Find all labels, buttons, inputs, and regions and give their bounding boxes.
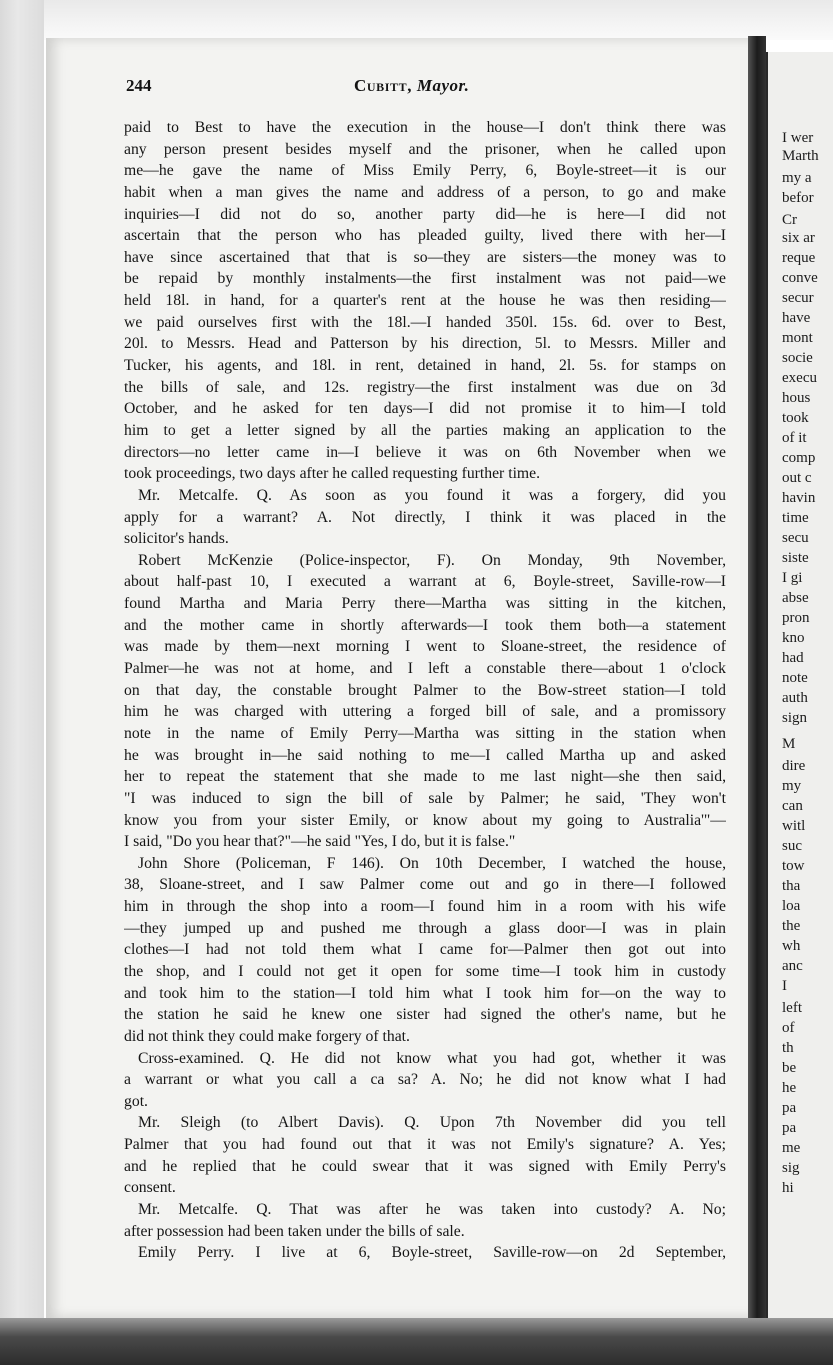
adjacent-page-line: hous — [782, 390, 811, 406]
text-line: Robert McKenzie (Police-inspector, F). On Monday, 9th November, — [138, 551, 726, 569]
adjacent-page-line: my — [782, 778, 802, 794]
adjacent-page-line: the — [782, 918, 801, 934]
adjacent-page-line: anc — [782, 958, 803, 974]
adjacent-page-line: had — [782, 650, 804, 666]
adjacent-page-line: kno — [782, 630, 805, 646]
text-line: I said, "Do you hear that?"—he said "Yes, I do, but it is false." — [124, 833, 516, 851]
adjacent-page-line: pa — [782, 1100, 797, 1116]
text-line: Palmer that you had found out that it was not Emily's signature? A. Yes; — [124, 1136, 726, 1154]
page-body-text — [124, 117, 726, 1264]
adjacent-page-line: conve — [782, 270, 818, 286]
adjacent-page-line: tha — [782, 878, 801, 894]
text-line: a warrant or what you call a ca sa? A. No; he did not know what I had — [124, 1071, 726, 1089]
text-line: be repaid by monthly instalments—the first instalment was not paid—we — [124, 270, 726, 288]
text-line: Cross-examined. Q. He did not know what you had got, whether it was — [138, 1049, 726, 1067]
text-line: paid to Best to have the execution in the house—I don't think there was — [124, 119, 726, 136]
adjacent-page-line: I gi — [782, 570, 803, 586]
text-line: was made by them—next morning I went to Sloane-street, the residence of — [124, 638, 726, 656]
text-line: Palmer—he was not at home, and I left a constable there—about 1 o'clock — [124, 660, 726, 678]
text-line: after possession had been taken under the bills of sale. — [124, 1222, 465, 1240]
adjacent-page-line: dire — [782, 758, 806, 774]
text-line: John Shore (Policeman, F 146). On 10th December, I watched the house, — [138, 854, 726, 872]
adjacent-page-line: of — [782, 1020, 795, 1036]
text-line: 20l. to Messrs. Head and Patterson by his direction, 5l. to Messrs. Miller and — [124, 335, 726, 353]
adjacent-page-line: can — [782, 798, 803, 814]
adjacent-page-line: suc — [782, 838, 802, 854]
adjacent-page-line: I — [782, 978, 787, 994]
text-line: habit when a man gives the name and address of a person, to go and make — [124, 183, 726, 201]
adjacent-page-line: secur — [782, 290, 814, 306]
text-line: her to repeat the statement that she made to me last night—she then said, — [124, 768, 726, 786]
adjacent-page-line: me — [782, 1140, 801, 1156]
text-line: Mr. Sleigh (to Albert Davis). Q. Upon 7th November did you tell — [138, 1114, 726, 1132]
text-line: him in through the shop into a room—I found him in a room with his wife — [124, 898, 726, 916]
adjacent-page-line: socie — [782, 350, 813, 366]
adjacent-page-line: auth — [782, 690, 808, 706]
scan-binding-edge — [0, 0, 44, 1365]
text-line: the shop, and I could not get it open for some time—I took him in custody — [124, 962, 726, 980]
text-line: have since ascertained that that is so—they are sisters—the money was to — [124, 248, 726, 266]
text-line: clothes—I had not told them what I came for—Palmer then got out into — [124, 941, 726, 959]
adjacent-page-line: took — [782, 410, 809, 426]
adjacent-page-line: out c — [782, 470, 812, 486]
adjacent-page-line: time — [782, 510, 809, 526]
adjacent-page-line: secu — [782, 530, 809, 546]
text-line: about half-past 10, I executed a warrant at 6, Boyle-street, Saville-row—I — [124, 573, 726, 591]
text-line: took proceedings, two days after he called requesting further time. — [124, 465, 541, 483]
text-line: Mr. Metcalfe. Q. That was after he was taken into custody? A. No; — [138, 1201, 726, 1219]
adjacent-page-line: my a — [782, 170, 812, 186]
text-line: note in the name of Emily Perry—Martha was sitting in the station when — [124, 724, 726, 742]
text-line: October, and he asked for ten days—I did not promise it to him—I told — [124, 400, 726, 418]
text-line: —they jumped up and pushed me through a glass door—I was in plain — [124, 919, 726, 937]
text-line: and the mother came in shortly afterwards—I took them both—a statement — [124, 616, 726, 634]
text-line: know you from your sister Emily, or know about my going to Australia'"— — [124, 811, 726, 829]
text-line: "I was induced to sign the bill of sale by Palmer; he said, 'They won't — [124, 789, 726, 807]
text-line: him to get a letter signed by all the parties making an application to the — [124, 421, 726, 439]
text-line: 38, Sloane-street, and I saw Palmer come out and go in there—I followed — [124, 876, 726, 894]
adjacent-page-line: he — [782, 1080, 797, 1096]
running-head-title: Mayor. — [416, 76, 470, 95]
text-line: apply for a warrant? A. Not directly, I think it was placed in the — [124, 508, 726, 526]
adjacent-page-line: pron — [782, 610, 810, 626]
text-line: on that day, the constable brought Palmer to the Bow-street station—I told — [124, 681, 726, 699]
adjacent-page-fragment — [766, 52, 833, 1320]
scan-bottom-margin — [0, 1318, 833, 1365]
text-line: any person present besides myself and the prisoner, when he called upon — [124, 140, 726, 158]
running-head-name: Cubitt, — [354, 76, 413, 95]
text-line: consent. — [124, 1179, 176, 1197]
text-line: Mr. Metcalfe. Q. As soon as you found it was a forgery, did you — [138, 486, 726, 504]
adjacent-page-line: siste — [782, 550, 809, 566]
text-line: found Martha and Maria Perry there—Martha was sitting in the kitchen, — [124, 595, 726, 613]
running-head — [354, 76, 469, 96]
adjacent-page-line: wh — [782, 938, 801, 954]
adjacent-page-line: hi — [782, 1180, 794, 1196]
scan-top-margin — [0, 0, 833, 40]
text-line: he was brought in—he said nothing to me—I called Martha up and asked — [124, 746, 726, 764]
text-line: solicitor's hands. — [124, 530, 229, 548]
text-line: directors—no letter came in—I believe it was on 6th November when we — [124, 443, 726, 461]
page-number: 244 — [126, 76, 152, 95]
adjacent-page-line: Marth — [782, 148, 819, 164]
adjacent-page-line: execu — [782, 370, 817, 386]
text-line: and took him to the station—I told him what I took him for—on the way to — [124, 984, 726, 1002]
text-line: the bills of sale, and 12s. registry—the first instalment was due on 3d — [124, 378, 726, 396]
text-line: we paid ourselves first with the 18l.—I handed 350l. 15s. 6d. over to Best, — [124, 313, 726, 331]
adjacent-page-line: mont — [782, 330, 813, 346]
page-gutter-shadow — [748, 36, 766, 1321]
adjacent-page-line: th — [782, 1040, 794, 1056]
adjacent-page-line: be — [782, 1060, 797, 1076]
adjacent-page-line: reque — [782, 250, 816, 266]
text-line: the station he said he knew one sister had signed the other's name, but he — [124, 1006, 726, 1024]
adjacent-page-line: sig — [782, 1160, 800, 1176]
adjacent-page-line: abse — [782, 590, 809, 606]
adjacent-page-line: befor — [782, 190, 814, 206]
text-line: me—he gave the name of Miss Emily Perry, 6, Boyle-street—it is our — [124, 162, 726, 180]
text-line: ascertain that the person who has pleaded guilty, lived there with her—I — [124, 227, 726, 245]
text-line: held 18l. in hand, for a quarter's rent at the house he was then residing— — [124, 292, 726, 310]
text-line: and he replied that he could swear that it was signed with Emily Perry's — [124, 1157, 726, 1175]
adjacent-page-line: sign — [782, 710, 808, 726]
text-line: inquiries—I did not do so, another party did—he is here—I did not — [124, 205, 726, 223]
adjacent-page-line: M — [782, 736, 796, 752]
adjacent-page-line: have — [782, 310, 811, 326]
adjacent-page-line: tow — [782, 858, 805, 874]
text-line: Emily Perry. I live at 6, Boyle-street, Saville-row—on 2d September, — [138, 1244, 726, 1262]
adjacent-page-line: loa — [782, 898, 801, 914]
text-line: him he was charged with uttering a forged bill of sale, and a promissory — [124, 703, 726, 721]
adjacent-page-line: of it — [782, 430, 807, 446]
adjacent-page-line: comp — [782, 450, 816, 466]
adjacent-page-line: I wer — [782, 130, 814, 146]
text-line: got. — [124, 1092, 148, 1110]
adjacent-page-line: witl — [782, 818, 806, 834]
text-line: did not think they could make forgery of that. — [124, 1027, 410, 1045]
adjacent-page-line: pa — [782, 1120, 797, 1136]
adjacent-page-line: note — [782, 670, 808, 686]
adjacent-page-line: havin — [782, 490, 816, 506]
adjacent-page-line: Cr — [782, 212, 797, 228]
text-line: Tucker, his agents, and 18l. in rent, detained in hand, 2l. 5s. for stamps on — [124, 357, 726, 375]
adjacent-page-line: left — [782, 1000, 802, 1016]
adjacent-page-line: six ar — [782, 230, 815, 246]
